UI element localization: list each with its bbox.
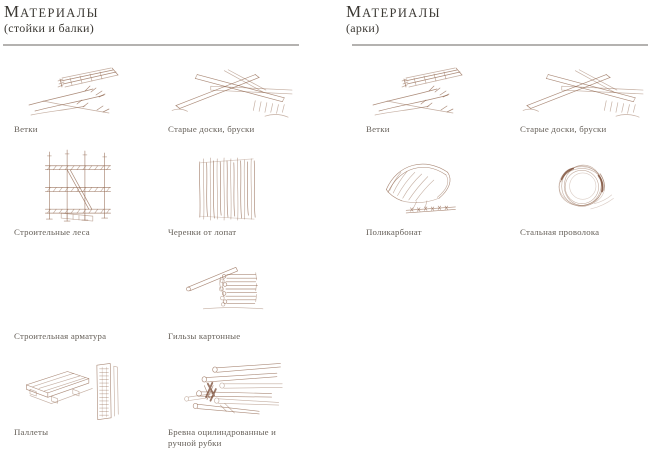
section-subtitle: (стойки и балки) <box>4 21 95 35</box>
material-label: Бревна оцилиндрованные и ручной рубки <box>168 427 277 448</box>
sketch-box <box>364 146 504 225</box>
cardboard-tubes-sketch <box>179 261 271 317</box>
sketch-box <box>166 146 306 225</box>
materials-row <box>364 60 650 135</box>
material-label: Старые доски, бруски <box>520 124 607 134</box>
sketch-box <box>12 60 152 122</box>
material-label: Гильзы картонные <box>168 331 241 341</box>
section-subtitle: (арки) <box>346 21 380 35</box>
old-boards-sketch <box>168 62 298 122</box>
section-header-posts-beams <box>4 3 99 35</box>
polycarbonate-sketch <box>374 155 466 219</box>
title-rest: АТЕРИАЛЫ <box>362 6 441 20</box>
material-item <box>12 353 152 449</box>
sketch-box-empty <box>12 258 152 329</box>
materials-row <box>12 353 306 449</box>
material-item <box>166 146 306 238</box>
sketch-box <box>166 258 306 329</box>
old-boards-sketch <box>519 62 649 122</box>
material-label: Паллеты <box>14 427 49 437</box>
material-label: Поликарбонат <box>366 227 422 237</box>
material-label: Старые доски, бруски <box>168 124 255 134</box>
title-initial: М <box>346 2 363 21</box>
pallets-sketch <box>15 359 127 425</box>
material-label: Строительные леса <box>14 227 90 237</box>
sketch-box <box>518 146 650 225</box>
logs-sketch <box>167 359 293 421</box>
sketch-box <box>364 60 504 122</box>
material-label: Ветки <box>14 124 38 134</box>
material-item <box>364 146 504 238</box>
material-item <box>518 60 650 135</box>
divider-rule-left <box>3 44 299 46</box>
material-item <box>12 60 152 135</box>
material-item <box>166 258 306 342</box>
materials-row <box>12 146 306 238</box>
branches-sketch <box>25 64 125 122</box>
sketch-box <box>166 353 306 425</box>
material-item <box>12 258 152 342</box>
materials-row <box>12 60 306 135</box>
materials-row <box>12 258 306 342</box>
section-header-arches <box>346 3 441 35</box>
scaffolding-sketch <box>39 146 115 225</box>
material-item <box>364 60 504 135</box>
sketch-box <box>518 60 650 122</box>
sketch-box <box>12 353 152 425</box>
title-initial: М <box>4 2 21 21</box>
material-item <box>166 353 306 449</box>
material-item <box>166 60 306 135</box>
sketch-box <box>166 60 306 122</box>
title-rest: АТЕРИАЛЫ <box>20 6 99 20</box>
material-label: Ветки <box>366 124 390 134</box>
material-label: Черенки от лопат <box>168 227 237 237</box>
material-label: Стальная проволока <box>520 227 600 237</box>
material-item <box>12 146 152 238</box>
divider-rule-right <box>352 44 648 46</box>
section-title <box>4 3 99 22</box>
material-label: Строительная арматура <box>14 331 107 341</box>
steel-wire-sketch <box>538 158 624 216</box>
materials-row <box>364 146 650 238</box>
section-title <box>346 3 441 22</box>
sketch-box <box>12 146 152 225</box>
branches-sketch <box>369 64 469 122</box>
shovel-handles-sketch <box>194 155 260 223</box>
material-item <box>518 146 650 238</box>
